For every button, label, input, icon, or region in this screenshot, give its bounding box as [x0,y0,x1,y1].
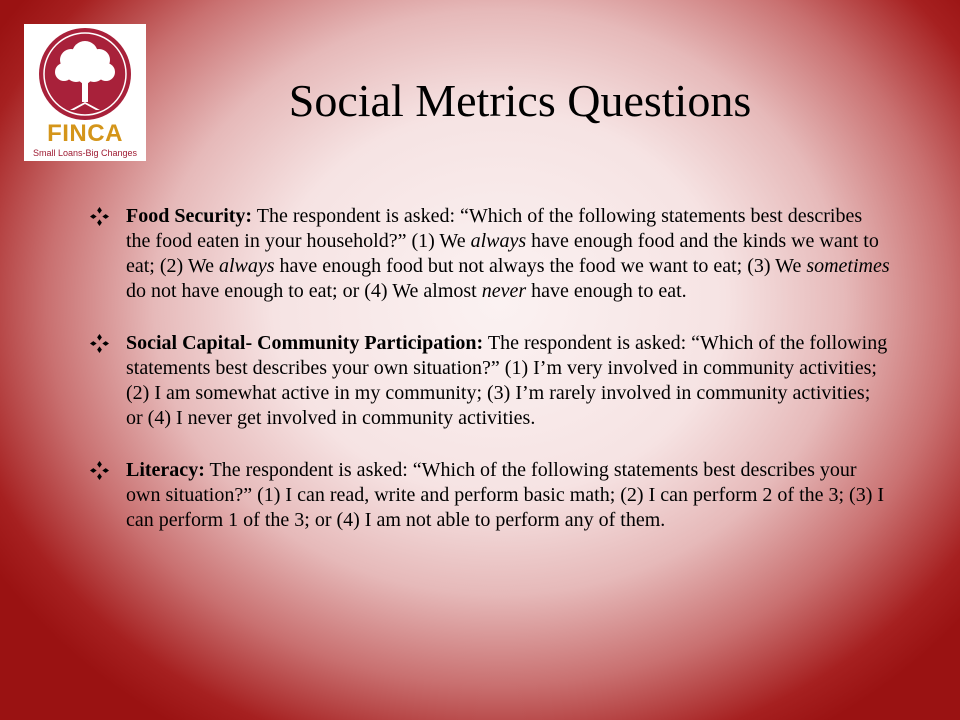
bullet-literacy [90,458,890,533]
emphasis: sometimes [806,255,890,277]
logo-name: FINCA [47,120,123,147]
bullet-text [126,458,890,533]
bullet-body: do not have enough to eat; or (4) We almost [126,280,482,302]
bullet-text [126,331,890,431]
bullet-body: have enough food and the kinds we want to eat; (2) We [126,230,879,277]
diamond-bullet-icon [90,207,109,226]
bullet-heading: Social Capital- Community Participation: [126,332,484,354]
bullet-social-capital [90,331,890,431]
bullet-body: The respondent is asked: “Which of the following statements best describes the food eaten in your household?” (1) We [126,205,863,252]
logo-tagline: Small Loans-Big Changes [32,148,138,158]
bullet-food-security [90,204,890,304]
bullet-body: have enough to eat. [526,280,687,302]
bullet-heading: Food Security: [126,205,253,227]
diamond-bullet-icon [90,461,109,480]
tree-icon [24,24,146,124]
emphasis: never [481,280,527,302]
slide-title: Social Metrics Questions [288,75,752,126]
bullet-body: The respondent is asked: “Which of the following statements best describes your own situation?” (1) I can read, write and perform basic math; (2) I can perform 2 of the 3; (3) I can perform 1 of the 3; or (4) I am not able to perform any of them. [126,459,885,531]
diamond-bullet-icon [90,334,109,353]
bullet-body: have enough food but not always the food we want to eat; (3) We [274,255,807,277]
bullet-heading: Literacy: [126,459,205,481]
emphasis: always [218,255,275,277]
finca-logo [24,24,146,161]
bullet-list [90,204,890,560]
bullet-body: The respondent is asked: “Which of the following statements best describes your own situation?” (1) I’m very involved in community activities; (2) I am somewhat active in my community; (3) I’m rarely involved in community activities; or (4) I never get involved in community activities. [126,332,888,429]
emphasis: always [470,230,527,252]
bullet-text [126,204,890,304]
